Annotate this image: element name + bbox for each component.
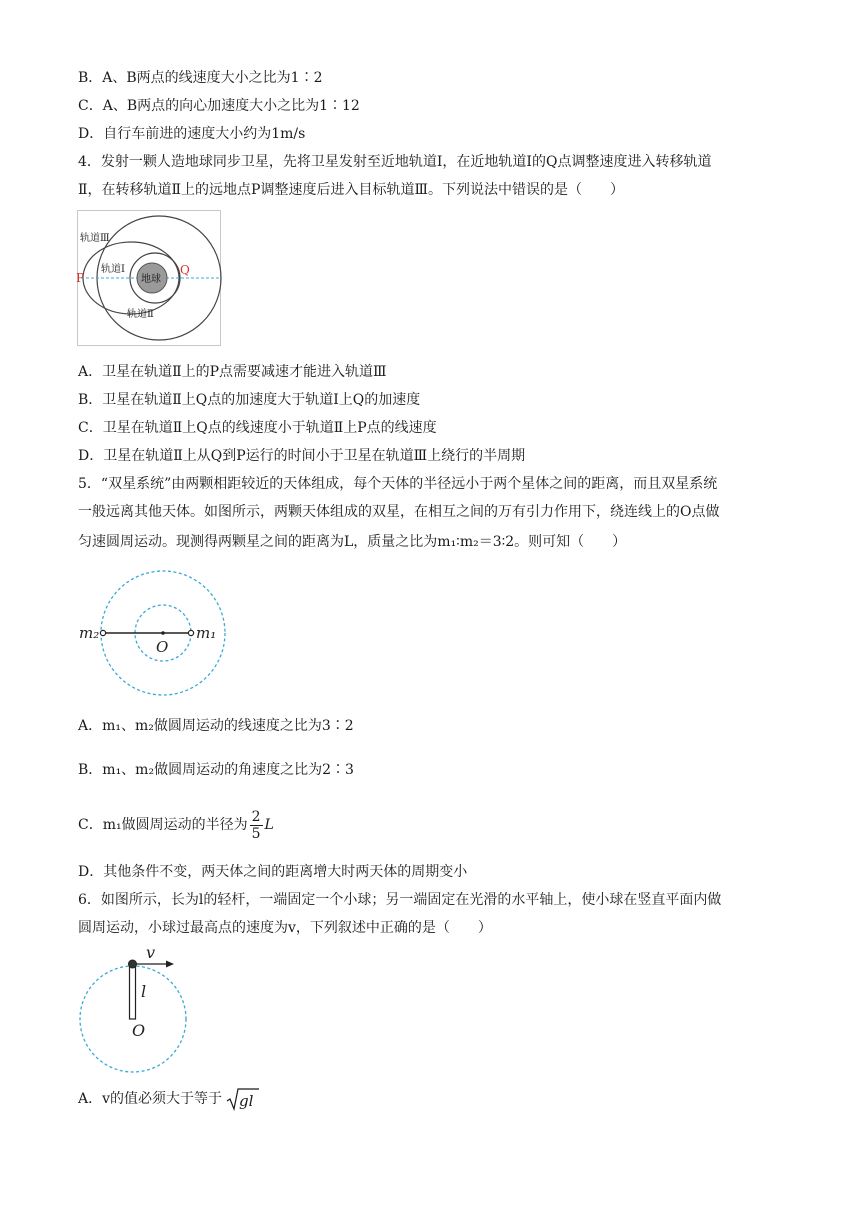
center-o-label: O [156, 638, 169, 656]
q5-option-c [78, 806, 274, 844]
axis-o-label: O [132, 1021, 146, 1040]
q5-option-b: B．m₁、m₂做圆周运动的角速度之比为2∶3 [78, 762, 354, 778]
q4-option-d: D．卫星在轨道Ⅱ上从Q到P运行的时间小于卫星在轨道Ⅲ上绕行的半周期 [78, 448, 526, 464]
q3-option-d: D．自行车前进的速度大小约为1m/s [78, 126, 306, 142]
q4-option-a: A．卫星在轨道Ⅱ上的P点需要减速才能进入轨道Ⅲ [78, 364, 387, 380]
q4-stem-line2: Ⅱ，在转移轨道Ⅱ上的远地点P调整速度后进入目标轨道Ⅲ。下列说法中错误的是（ ） [78, 182, 624, 198]
q6-rod-figure [76, 944, 196, 1080]
m1-star [188, 630, 193, 635]
ball [129, 960, 137, 968]
m2-star [100, 630, 105, 635]
orbit-2-label: 轨道Ⅱ [127, 309, 154, 320]
q5-option-c-unit: L [264, 817, 274, 833]
q5-option-d: D．其他条件不变，两天体之间的距离增大时两天体的周期变小 [78, 864, 468, 880]
q5-stem-line3: 匀速圆周运动。现测得两颗星之间的距离为L，质量之比为m₁∶m₂＝3∶2。则可知（ ） [78, 534, 627, 550]
q6-stem-line2: 圆周运动，小球过最高点的速度为v，下列叙述中正确的是（ ） [78, 920, 492, 936]
q4-option-b: B．卫星在轨道Ⅱ上Q点的加速度大于轨道Ⅰ上Q的加速度 [78, 392, 421, 408]
q5-binary-star-figure [76, 568, 236, 702]
q6-option-a-text: A．v的值必须大于等于 [78, 1091, 223, 1107]
q5-option-c-text: C．m₁做圆周运动的半径为 [78, 817, 248, 833]
q6-stem-line1: 6．如图所示，长为l的轻杆，一端固定一个小球；另一端固定在光滑的水平轴上，使小球在竖直平面内做 [78, 892, 722, 908]
orbit-3-label: 轨道Ⅲ [80, 233, 110, 244]
q6-option-a-sqrt [226, 1086, 260, 1112]
fraction-numerator: 2 [251, 808, 261, 825]
q3-option-b: B．A、B两点的线速度大小之比为1∶2 [78, 70, 323, 86]
point-p-label: P [76, 271, 85, 285]
m2-label: m₂ [79, 624, 100, 642]
point-q-label: Q [180, 263, 190, 277]
q4-stem-line1: 4．发射一颗人造地球同步卫星，先将卫星发射至近地轨道Ⅰ，在近地轨道I的Q点调整速度进入转移轨道 [78, 154, 712, 170]
velocity-label: v [146, 943, 156, 962]
length-label: l [141, 982, 147, 1001]
fraction-denominator: 5 [251, 825, 261, 842]
q5-option-a: A．m₁、m₂做圆周运动的线速度之比为3∶2 [78, 718, 354, 734]
q5-stem-line1: 5．“双星系统”由两颗相距较近的天体组成，每个天体的半径远小于两个星体之间的距离，而且双星系统 [78, 476, 718, 492]
q3-option-c: C．A、B两点的向心加速度大小之比为1∶12 [78, 98, 360, 114]
q4-orbit-figure [77, 210, 221, 350]
m1-label: m₁ [196, 624, 217, 642]
rod [130, 966, 136, 1019]
radicand: gl [239, 1092, 254, 1110]
q4-option-c: C．卫星在轨道Ⅱ上Q点的线速度小于轨道Ⅱ上P点的线速度 [78, 420, 437, 436]
earth-label: 地球 [141, 274, 161, 285]
q5-stem-line2: 一般远离其他天体。如图所示，两颗天体组成的双星，在相互之间的万有引力作用下，绕连线上的O点做 [78, 504, 720, 520]
q6-option-a [78, 1086, 260, 1112]
q5-option-c-fraction [250, 809, 263, 842]
orbit-1-label: 轨道Ⅰ [101, 264, 125, 275]
